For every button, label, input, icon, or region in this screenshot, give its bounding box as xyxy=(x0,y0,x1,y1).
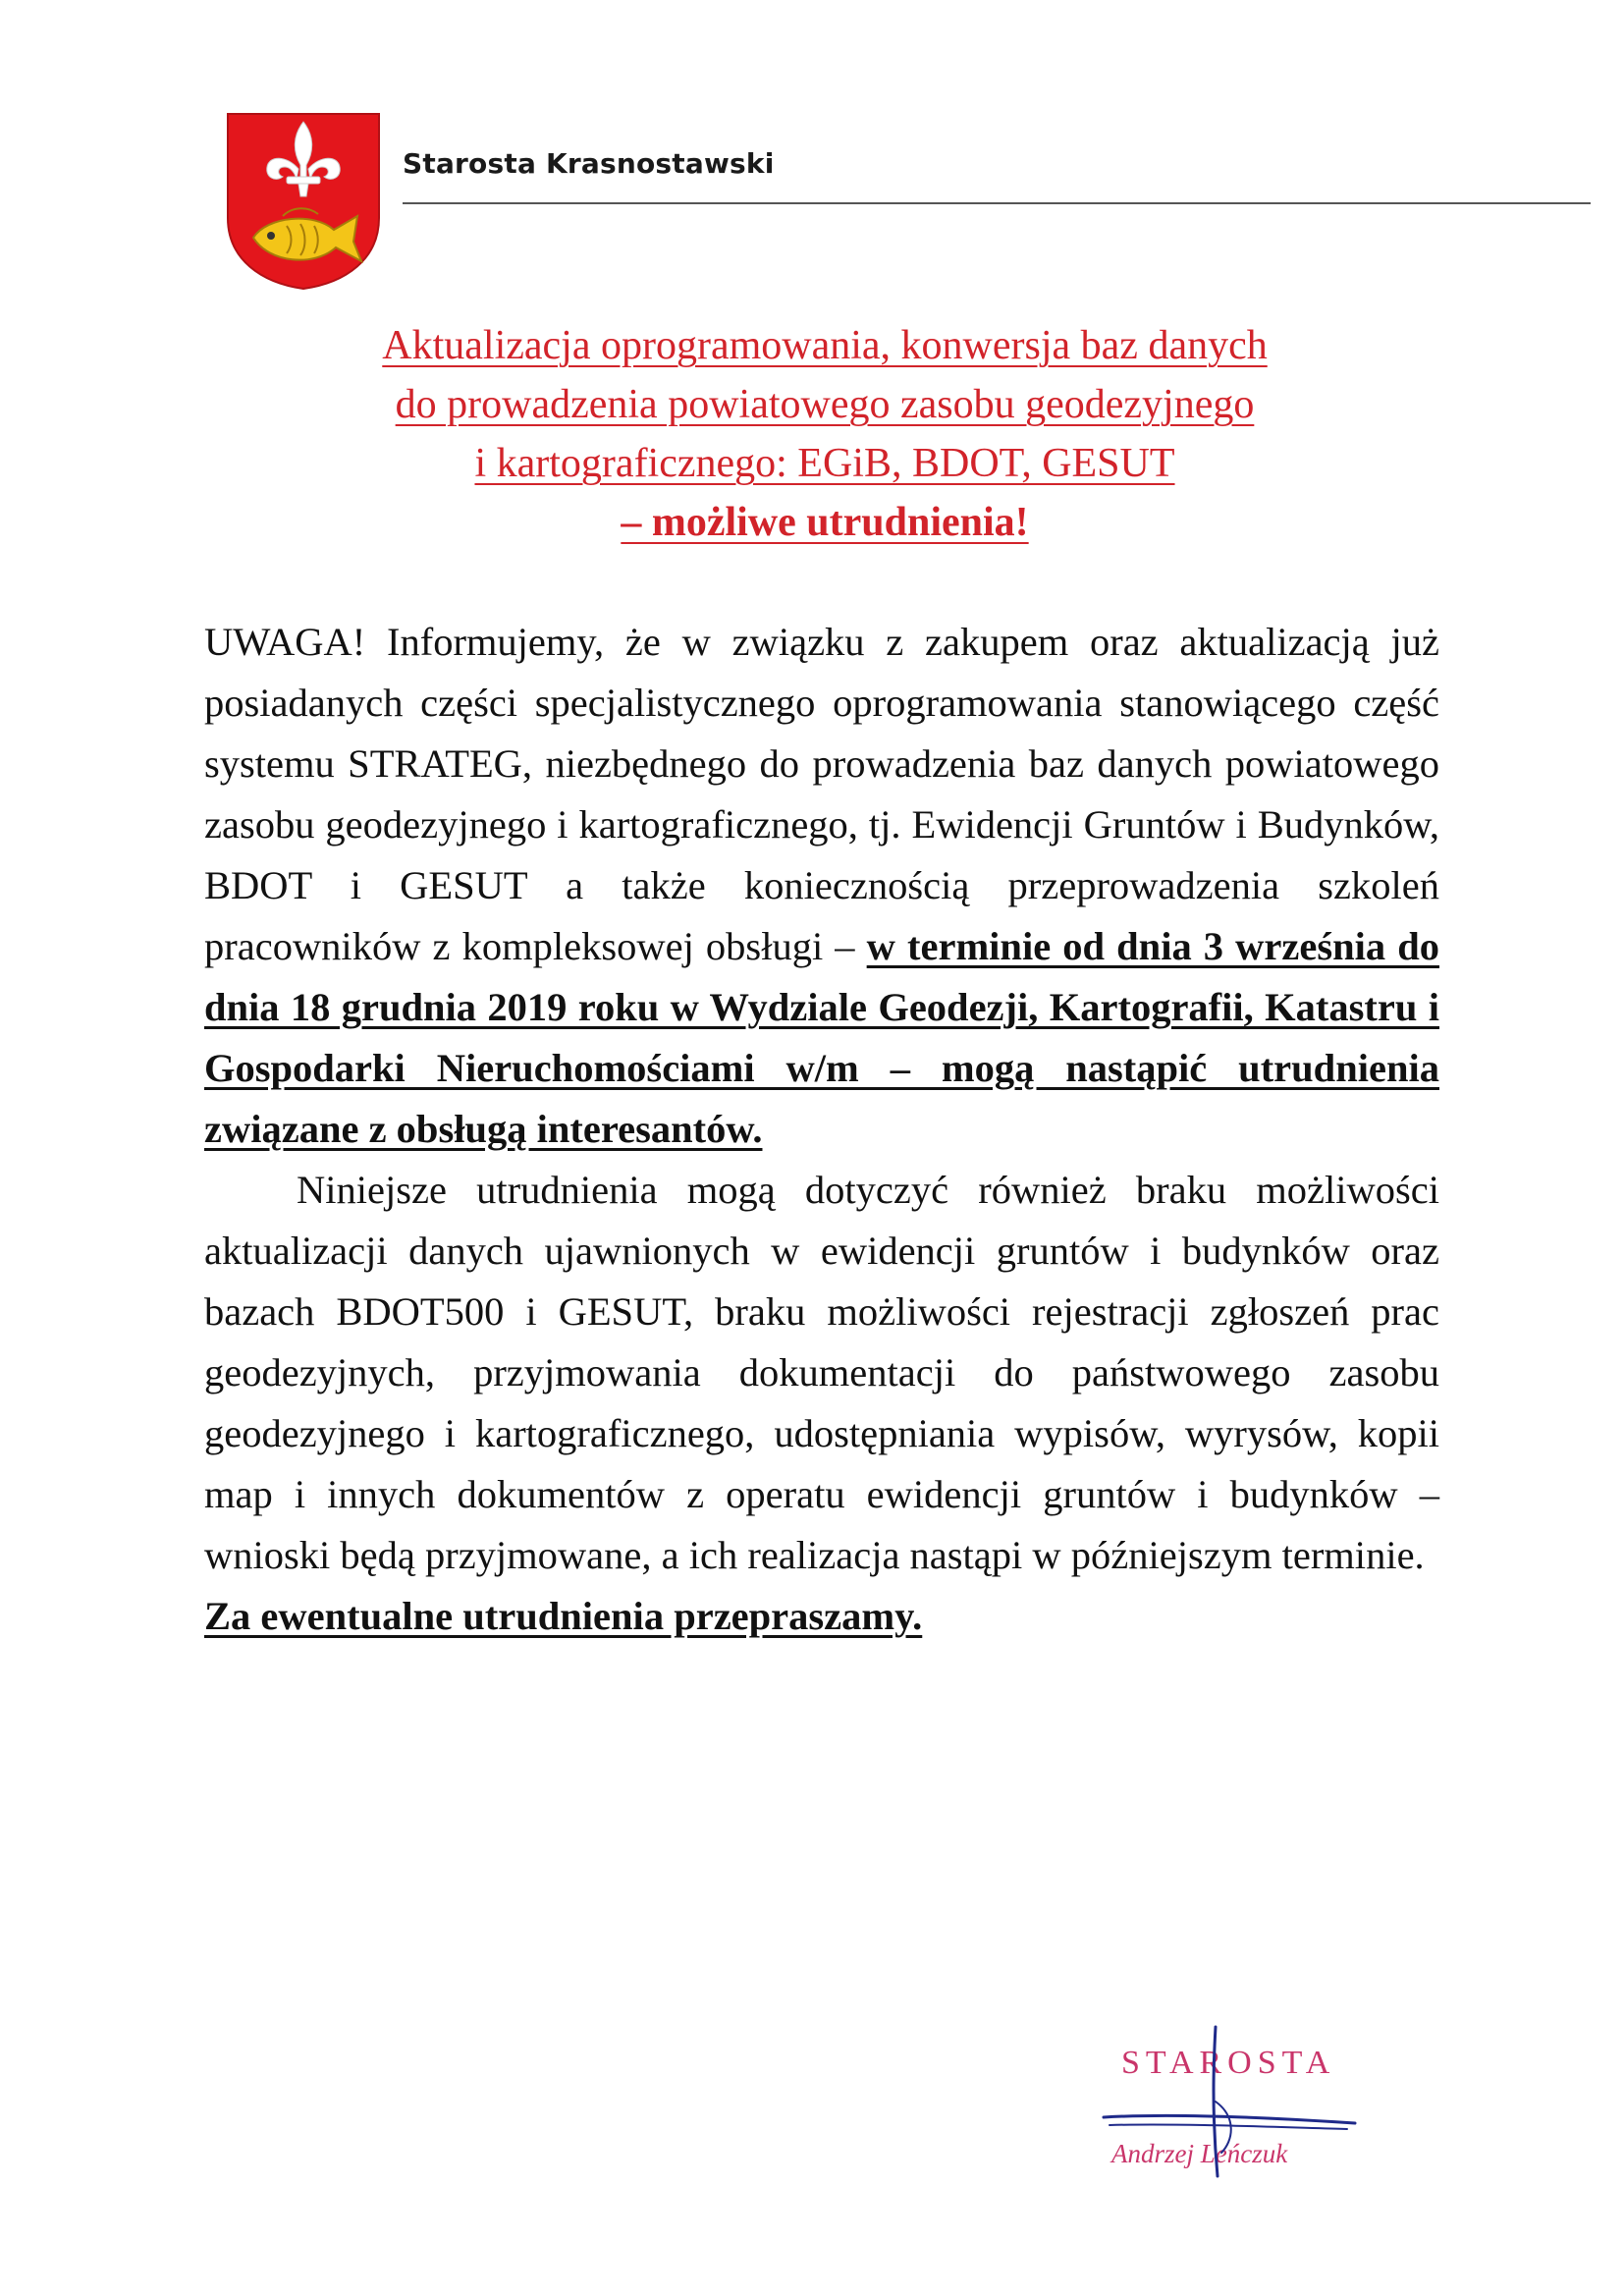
stamp-title: STAROSTA xyxy=(1121,2045,1336,2081)
title-line-4: – możliwe utrudnienia! xyxy=(621,500,1029,545)
document-title xyxy=(196,316,1453,552)
title-line-2: do prowadzenia powiatowego zasobu geodezyjnego xyxy=(395,382,1255,427)
signature-stamp xyxy=(1090,2023,1384,2180)
details-paragraph: Niniejsze utrudnienia mogą dotyczyć również braku możliwości aktualizacji danych ujawnionych w ewidencji gruntów i budynków oraz bazach BDOT500 i GESUT, braku możliwości rejestracji zgłoszeń prac geodezyjnych, przyjmowania dokumentacji do państwowego zasobu geodezyjnego i kartograficznego, udostępniania wypisów, wyrysów, kopii map i innych dokumentów z operatu ewidencji gruntów i budynków – wnioski będą przyjmowane, a ich realizacja nastąpi w późniejszym terminie. xyxy=(204,1168,1439,1577)
letterhead xyxy=(0,0,1624,295)
header-divider xyxy=(403,202,1591,204)
handwritten-signature-icon xyxy=(1090,2023,1384,2180)
stamp-name: Andrzej Leńczuk xyxy=(1111,2139,1288,2168)
title-line-3: i kartograficznego: EGiB, BDOT, GESUT xyxy=(474,441,1175,486)
notice-emphasis-text: w terminie od dnia 3 września do dnia 18 grudnia 2019 roku w Wydziale Geodezji, Kartografii, Katastru i Gospodarki Nieruchomościami w/m – mogą nastąpić utrudnienia związane z obsługą interesantów. xyxy=(204,924,1439,1151)
document-body xyxy=(204,612,1439,1647)
organization-name: Starosta Krasnostawski xyxy=(403,147,775,180)
coat-of-arms-icon xyxy=(224,110,383,291)
notice-lead-text: UWAGA! Informujemy, że w związku z zakupem oraz aktualizacją już posiadanych części specjalistycznego oprogramowania stanowiącego część systemu STRATEG, niezbędnego do prowadzenia baz danych powiatowego zasobu geodezyjnego i kartograficznego, tj. Ewidencji Gruntów i Budynków, BDOT i GESUT a także koniecznością przeprowadzenia szkoleń pracowników z kompleksowej obsługi – xyxy=(204,620,1439,968)
title-line-1: Aktualizacja oprogramowania, konwersja baz danych xyxy=(382,323,1268,368)
notice-paragraph xyxy=(204,612,1439,1160)
apology-line: Za ewentualne utrudnienia przepraszamy. xyxy=(204,1594,923,1638)
